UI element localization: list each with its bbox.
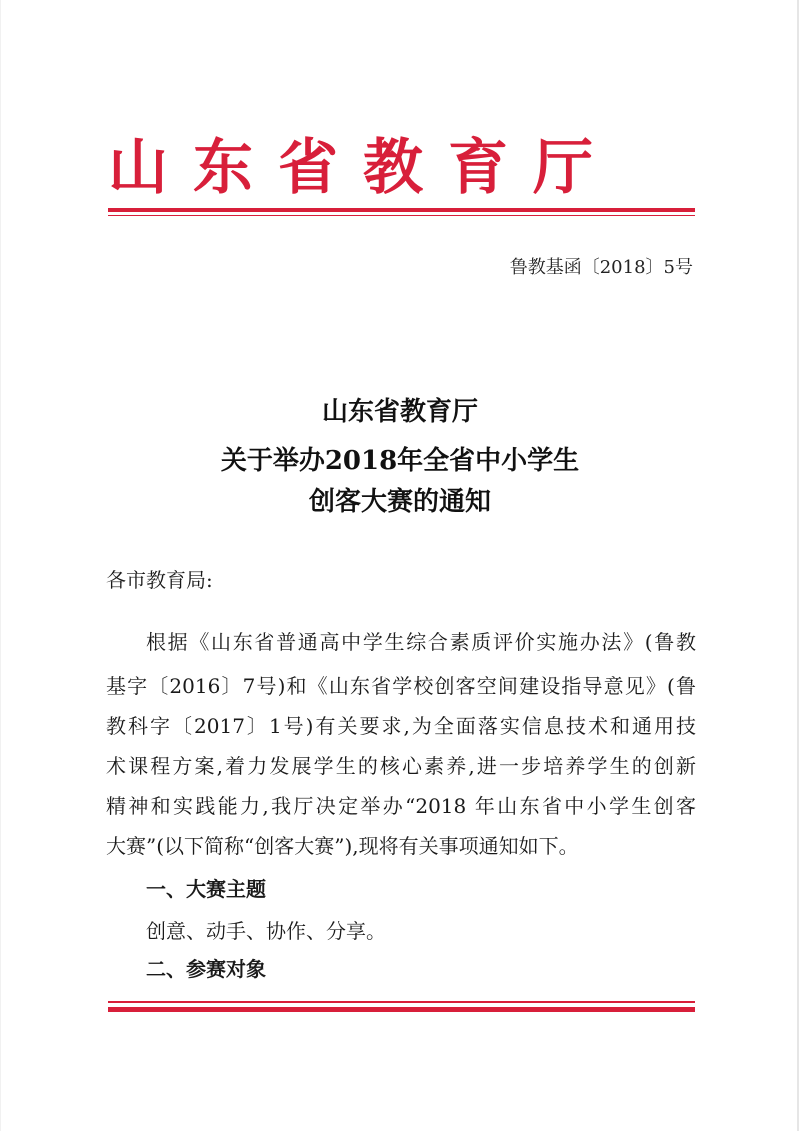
paragraph-line: 大赛”(以下简称“创客大赛”),现将有关事项通知如下。	[106, 834, 579, 858]
masthead-rule	[108, 208, 695, 217]
salutation: 各市教育局:	[106, 568, 213, 592]
document-title-line-3: 创客大赛的通知	[308, 487, 491, 517]
paragraph-line: 教科字〔2017〕1号)有关要求,为全面落实信息技术和通用技	[106, 714, 696, 738]
paragraph-line: 精神和实践能力,我厅决定举办“2018 年山东省中小学生创客	[106, 794, 696, 818]
paragraph-line: 根据《山东省普通高中学生综合素质评价实施办法》(鲁教	[146, 630, 696, 654]
document-title-line-2: 关于举办2018年全省中小学生	[220, 446, 580, 476]
footer-rule-thin	[108, 1001, 695, 1003]
paragraph-line: 基字〔2016〕7号)和《山东省学校创客空间建设指导意见》(鲁	[106, 674, 696, 698]
footer-rule	[108, 1001, 695, 1015]
paragraph-line: 术课程方案,着力发展学生的核心素养,进一步培养学生的创新	[106, 754, 696, 778]
section-heading-participants: 二、参赛对象	[146, 957, 266, 981]
section-heading-theme: 一、大赛主题	[146, 877, 266, 901]
masthead-rule-thick	[108, 208, 695, 212]
section-text-theme: 创意、动手、协作、分享。	[146, 919, 386, 943]
masthead-rule-thin	[108, 215, 695, 216]
masthead-title: 山东省教育厅	[108, 133, 618, 203]
footer-rule-thick	[108, 1007, 695, 1012]
document-number: 鲁教基函〔2018〕5号	[509, 257, 693, 278]
document-title-line-1: 山东省教育厅	[321, 397, 478, 427]
